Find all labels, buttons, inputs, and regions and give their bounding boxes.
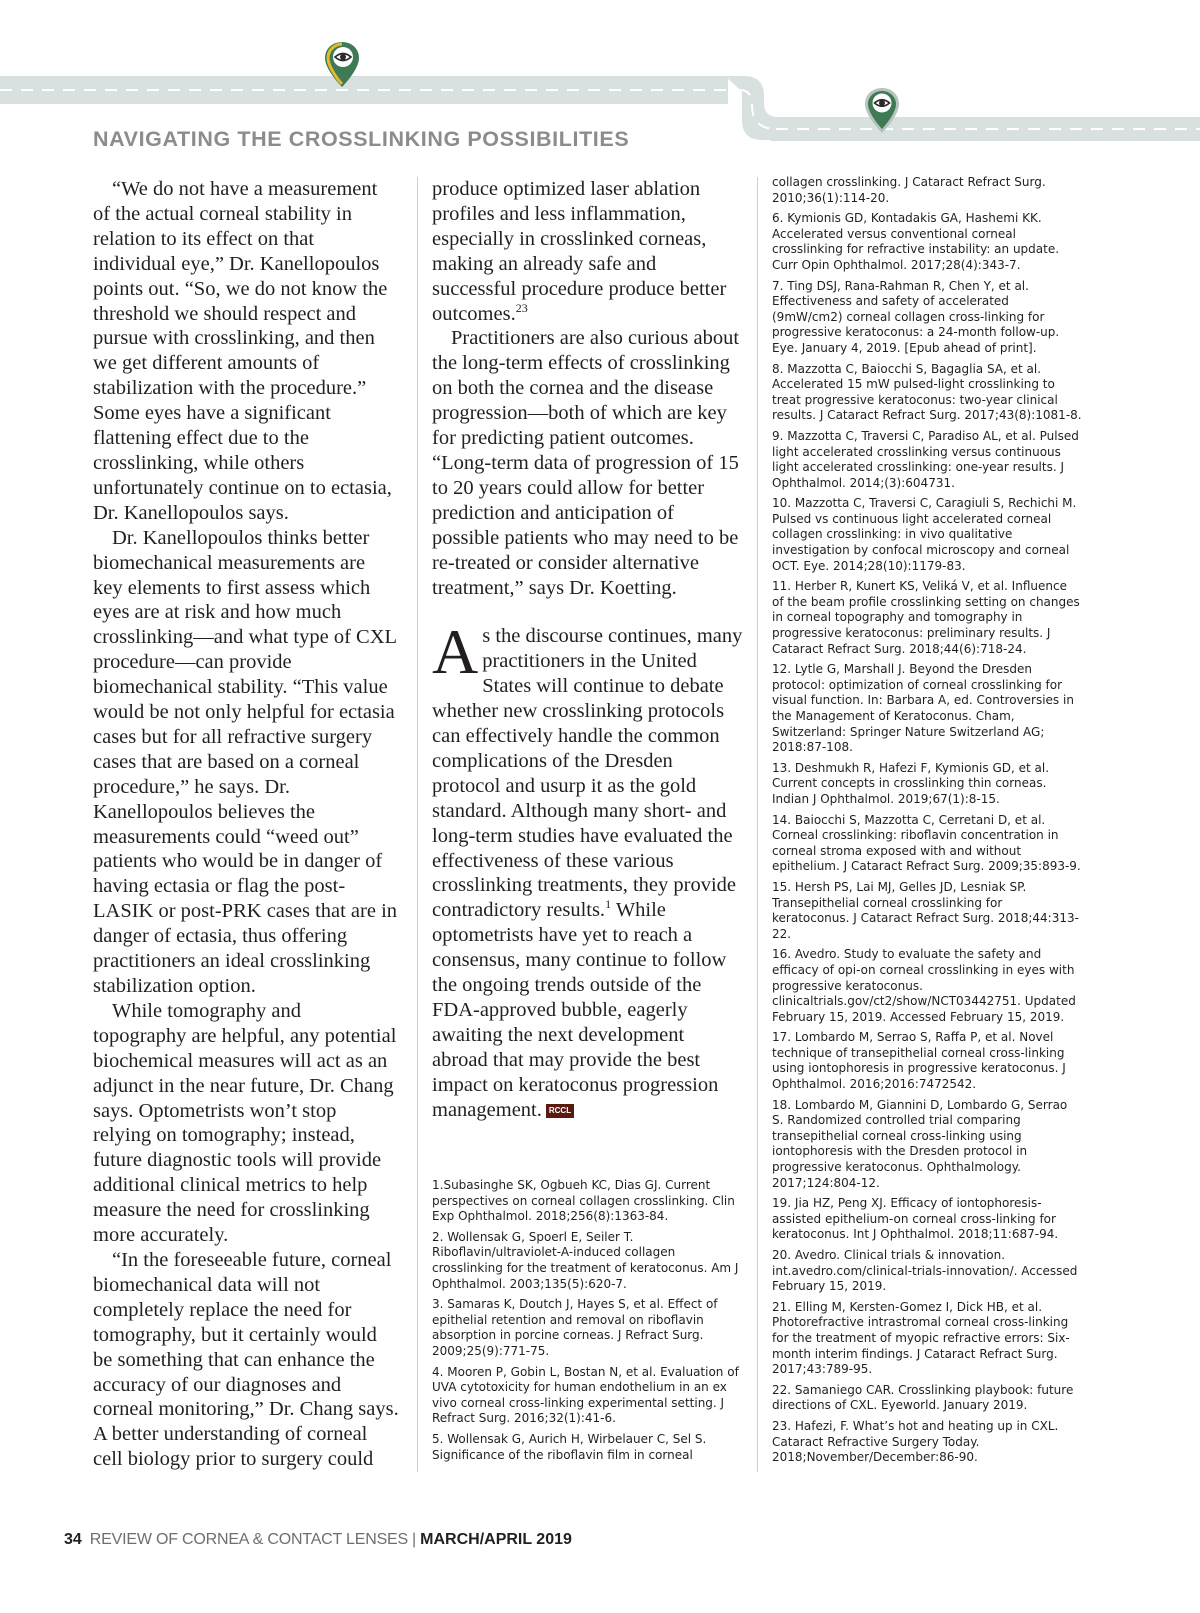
reference-list (432, 1178, 744, 1468)
article-column-2 (432, 177, 744, 1123)
reference-item: 20. Avedro. Clinical trials & innovation. int.avedro.com/clinical-trials-innovation/. Accessed February 15, 2019. (772, 1248, 1078, 1294)
drop-cap: A (432, 616, 479, 688)
reference-item: 21. Elling M, Kersten-Gomez I, Dick HB, et al. Photorefractive intrastromal corneal cross-linking for the treatment of myopic refractive errors: Six-month interim findings. J Cataract Refract Surg. 2017;43:789-95. (772, 1299, 1070, 1377)
reference-item: 19. Jia HZ, Peng XJ. Efficacy of iontophoresis-assisted epithelium-on corneal cross-linking for keratoconus. Int J Ophthalmol. 2018;11:687-94. (772, 1196, 1059, 1242)
reference-item: 23. Hafezi, F. What’s hot and heating up in CXL. Cataract Refractive Surgery Today. 2018;November/December:86-90. (772, 1418, 1059, 1465)
body-paragraph (432, 177, 744, 326)
citation-superscript: 1 (605, 897, 612, 912)
issue-date: MARCH/APRIL 2019 (420, 1531, 572, 1548)
body-text: produce optimized laser ablation profiles and less inflammation, especially in crosslinked corneas, making an already safe and successful procedure produce better outcomes. (432, 178, 727, 325)
page-number: 34 (64, 1531, 82, 1548)
location-pin-eye-icon (863, 86, 901, 136)
body-paragraph: “We do not have a measurement of the actual corneal stability in relation to its effect on that individual eye,” Dr. Kanellopoulos points out. “So, we do not know the threshold we should respect and pursue with crosslinking, and then we get different amounts of stabilization with the procedure.” Some eyes have a significant flattening effect due to the crosslinking, while others unfortunately continue on to ectasia, Dr. Kanellopoulos says. (93, 178, 392, 524)
column-divider (757, 177, 758, 1472)
reference-item: 17. Lombardo M, Serrao S, Raffa P, et al. Novel technique of transepithelial corneal cross-linking using iontophoresis in progressive keratoconus. J Ophthalmol. 2016;2016:7472542. (772, 1030, 1066, 1092)
reference-item: 8. Mazzotta C, Baiocchi S, Bagaglia SA, et al. Accelerated 15 mW pulsed-light crosslinking to treat progressive keratoconus: two-year clinical results. J Cataract Refract Surg. 2017;43(8):1081-8. (772, 361, 1082, 423)
reference-item: 13. Deshmukh R, Hafezi F, Kymionis GD, et al. Current concepts in crosslinking thin corneas. Indian J Ophthalmol. 2019;67(1):8-15. (772, 760, 1050, 806)
body-paragraph: While tomography and topography are helpful, any potential biochemical measures will act as an adjunct in the near future, Dr. Chang says. Optometrists won’t stop relying on tomography; instead, future diagnostic tools will provide additional clinical metrics to help measure the need for crosslinking more accurately. (93, 999, 397, 1247)
reference-item: 9. Mazzotta C, Traversi C, Paradiso AL, et al. Pulsed light accelerated crosslinking versus continuous light accelerated crosslinking: one-year results. J Ophthalmol. 2014;(3):604731. (772, 428, 1079, 490)
reference-item: 2. Wollensak G, Spoerl E, Seiler T. Riboflavin/ultraviolet-A-induced collagen crosslinking for the treatment of keratoconus. Am J Ophthalmol. 2003;135(5):620-7. (432, 1229, 739, 1291)
body-paragraph: Practitioners are also curious about the long-term effects of crosslinking on both the cornea and the disease progression—both of which are key for predicting patient outcomes. “Long-term data of progression of 15 to 20 years could allow for better prediction and anticipation of possible patients who may need to be re-treated or consider alternative treatment,” says Dr. Koetting. (432, 327, 740, 599)
reference-item: 10. Mazzotta C, Traversi C, Caragiuli S, Rechichi M. Pulsed vs continuous light accelerated corneal collagen crosslinking: in vivo qualitative investigation by confocal microscopy and corneal OCT. Eye. 2014;28(10):1179-83. (772, 496, 1077, 573)
reference-item: 7. Ting DSJ, Rana-Rahman R, Chen Y, et al. Effectiveness and safety of accelerated (9mW/cm2) corneal collagen cross-linking for progressive keratoconus: a 24-month follow-up. Eye. January 4, 2019. [Epub ahead of print]. (772, 278, 1060, 355)
reference-item: 15. Hersh PS, Lai MJ, Gelles JD, Lesniak SP. Transepithelial corneal crosslinking for keratoconus. J Cataract Refract Surg. 2018;44:313-22. (772, 879, 1079, 941)
location-pin-eye-icon (323, 40, 361, 90)
body-paragraph: Dr. Kanellopoulos thinks better biomechanical measurements are key elements to first assess which eyes are at risk and how much crosslinking—and what type of CXL procedure—can provide biomechanical stability. “This value would be not only helpful for ectasia cases but for all refractive surgery cases that are based on a corneal procedure,” he says. Dr. Kanellopoulos believes the measurements could “weed out” patients who would be in danger of having ectasia or flag the post-LASIK or post-PRK cases that are in danger of ectasia, thus offering practitioners an ideal crosslinking stabilization option. (93, 526, 398, 997)
reference-item: 12. Lytle G, Marshall J. Beyond the Dresden protocol: optimization of corneal crosslinking for visual function. In: Barbara A, ed. Controversies in the Management of Keratoconus. Cham, Switzerland: Springer Nature Switzerland AG; 2018:87-108. (772, 662, 1074, 755)
closing-paragraph (432, 616, 744, 1122)
article-column-1 (93, 177, 399, 1472)
body-text: s the discourse continues, many practitioners in the United States will continue to debate whether new crosslinking protocols can effectively handle the common complications of the Dresden protocol and usurp it as the gold standard. Although many short- and long-term studies have evaluated the effectiveness of these various crosslinking treatments, they provide contradictory results. (432, 625, 743, 922)
footer-separator: | (412, 1531, 417, 1548)
reference-item: 18. Lombardo M, Giannini D, Lombardo G, Serrao S. Randomized controlled trial comparing transepithelial corneal cross-linking using iontophoresis with the Dresden protocol in progressive keratoconus. Ophthalmology. 2017;124:804-12. (772, 1097, 1068, 1190)
page-footer (64, 1531, 572, 1549)
reference-item: collagen crosslinking. J Cataract Refract Surg. 2010;36(1):114-20. (772, 175, 1046, 205)
citation-superscript: 23 (515, 300, 528, 315)
reference-item: 22. Samaniego CAR. Crosslinking playbook: future directions of CXL. Eyeworld. January 2019. (772, 1382, 1074, 1413)
reference-item: 14. Baiocchi S, Mazzotta C, Cerretani D, et al. Corneal crosslinking: riboflavin concentration in corneal stroma exposed with and without epithelium. J Cataract Refract Surg. 2009;35:893-9. (772, 812, 1081, 874)
reference-item: 11. Herber R, Kunert KS, Veliká V, et al. Influence of the beam profile crosslinking setting on changes in corneal topography and tomography in progressive keratoconus: preliminary results. J Cataract Refract Surg. 2018;44(6):718-24. (772, 579, 1080, 656)
reference-list (772, 175, 1082, 1471)
publication-name: REVIEW OF CORNEA & CONTACT LENSES (89, 1531, 408, 1548)
reference-item: 16. Avedro. Study to evaluate the safety and efficacy of opi-on corneal crosslinking in eyes with progressive keratoconus. clinicaltrials.gov/ct2/show/NCT03442751. Updated February 15, 2019. Accessed February 15, 2019. (772, 947, 1076, 1024)
reference-item: 5. Wollensak G, Aurich H, Wirbelauer C, Sel S. Significance of the riboflavin film in corneal (432, 1431, 707, 1462)
body-paragraph: “In the foreseeable future, corneal biomechanical data will not completely replace the need for tomography, but it certainly would be something that can enhance the accuracy of our diagnoses and corneal monitoring,” Dr. Chang says. A better understanding of corneal cell biology prior to surgery could (93, 1248, 399, 1471)
column-divider (417, 177, 418, 1472)
reference-item: 6. Kymionis GD, Kontadakis GA, Hashemi KK. Accelerated versus conventional corneal crosslinking for refractive instability: an update. Curr Opin Ophthalmol. 2017;28(4):343-7. (772, 211, 1060, 272)
reference-item: 4. Mooren P, Gobin L, Bostan N, et al. Evaluation of UVA cytotoxicity for human endothelium in an ex vivo corneal cross-linking experimental setting. J Refract Surg. 2016;32(1):41-6. (432, 1364, 739, 1426)
end-of-article-logo: RCCL (546, 1104, 574, 1118)
body-text: While optometrists have yet to reach a consensus, many continue to follow the ongoing trends outside of the FDA-approved bubble, eagerly awaiting the next development abroad that may provide the best impact on keratoconus progression management. (432, 899, 727, 1121)
section-title: NAVIGATING THE CROSSLINKING POSSIBILITIES (93, 127, 630, 151)
reference-item: 3. Samaras K, Doutch J, Hayes S, et al. Effect of epithelial retention and removal on riboflavin absorption in porcine corneas. J Refract Surg. 2009;25(9):771-75. (432, 1297, 718, 1358)
reference-item: 1.Subasinghe SK, Ogbueh KC, Dias GJ. Current perspectives on corneal collagen crosslinking. Clin Exp Ophthalmol. 2018;256(8):1363-84. (432, 1178, 735, 1224)
